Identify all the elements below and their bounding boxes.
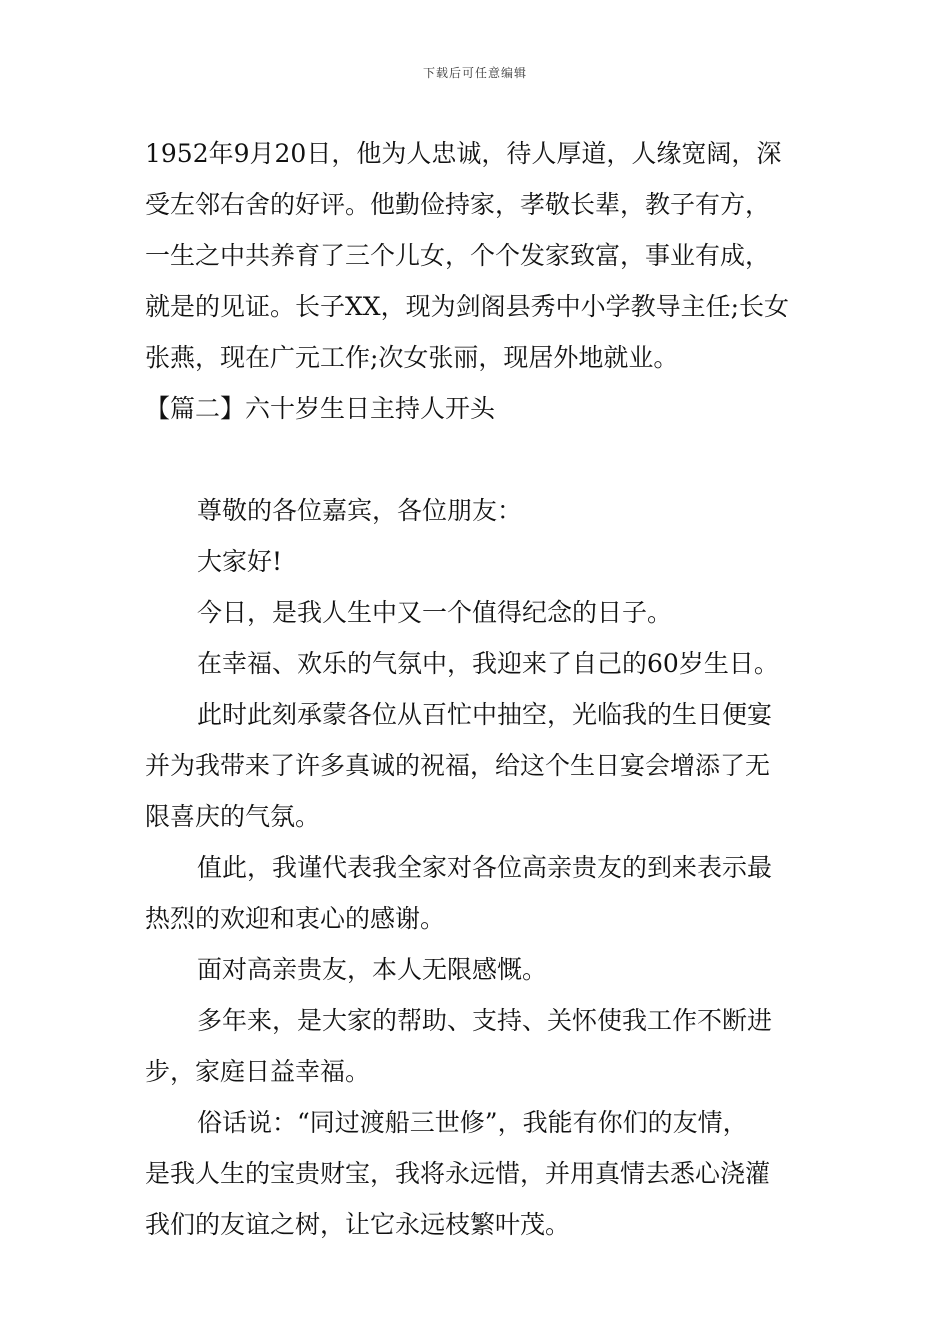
paragraph-line: 今日，是我人生中又一个值得纪念的日子。 [197,598,673,627]
paragraph-line: 值此，我谨代表我全家对各位高亲贵友的到来表示最 [197,853,773,882]
paragraph-line: 一生之中共养育了三个儿女，个个发家致富，事业有成， [145,241,771,270]
paragraph-line: 在幸福、欢乐的气氛中，我迎来了自己的60岁生日。 [197,649,779,678]
greeting-line: 尊敬的各位嘉宾，各位朋友： [197,496,523,525]
paragraph-line: 步，家庭日益幸福。 [145,1057,371,1086]
greeting-line: 大家好! [197,547,283,576]
document-body [145,128,810,1250]
section-heading: 【篇二】六十岁生日主持人开头 [145,394,496,423]
paragraph-line: 多年来，是大家的帮助、支持、关怀使我工作不断进 [197,1006,773,1035]
page-header: 下载后可任意编辑 [422,66,527,80]
paragraph-line: 面对高亲贵友，本人无限感慨。 [197,955,548,984]
paragraph-line: 我们的友谊之树，让它永远枝繁叶茂。 [145,1210,571,1239]
blank-line [145,434,810,485]
paragraph-line: 限喜庆的气氛。 [145,802,321,831]
paragraph-line: 俗话说：“同过渡船三世修”，我能有你们的友情， [197,1108,748,1137]
paragraph-line: 1952年9月20日，他为人忠诚，待人厚道，人缘宽阔，深 [145,139,782,168]
paragraph-line: 此时此刻承蒙各位从百忙中抽空，光临我的生日便宴 [197,700,773,729]
paragraph-line: 并为我带来了许多真诚的祝福，给这个生日宴会增添了无 [145,751,771,780]
paragraph-line: 就是的见证。长子XX，现为剑阁县秀中小学教导主任;长女 [145,292,790,321]
paragraph-line: 张燕，现在广元工作;次女张丽，现居外地就业。 [145,343,679,372]
paragraph-line: 受左邻右舍的好评。他勤俭持家，孝敬长辈，教子有方， [145,190,771,219]
paragraph-line: 是我人生的宝贵财宝，我将永远惜，并用真情去悉心浇灌 [145,1159,771,1188]
paragraph-line: 热烈的欢迎和衷心的感谢。 [145,904,446,933]
